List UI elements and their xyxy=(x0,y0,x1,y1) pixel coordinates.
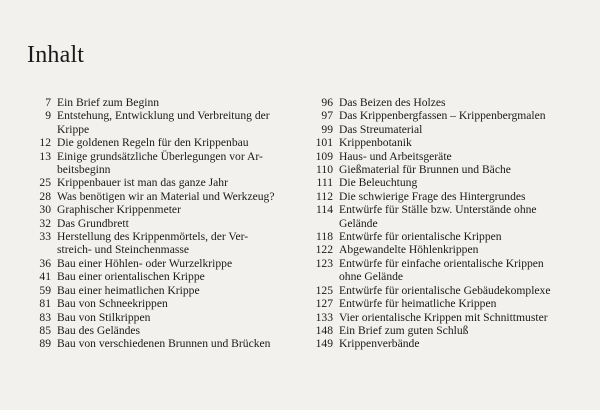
entry-title: Das Beizen des Holzes xyxy=(339,96,446,109)
entry-title: Krippenbauer ist man das ganze Jahr xyxy=(57,176,228,190)
page-number: 13 xyxy=(39,149,51,163)
page-number: 89 xyxy=(39,337,51,351)
page-number: 114 xyxy=(316,203,333,217)
page-number: 109 xyxy=(315,149,333,163)
toc-entry xyxy=(300,150,592,163)
toc-entry xyxy=(25,96,295,109)
page-number: 30 xyxy=(39,203,51,217)
toc-entry xyxy=(300,109,592,122)
entry-title: Bau einer heimatlichen Krippe xyxy=(57,283,200,297)
entry-title: Bau von verschiedenen Brunnen und Brücken xyxy=(57,337,271,351)
entry-title: Krippenverbände xyxy=(339,337,420,351)
toc-entry xyxy=(300,337,592,350)
page-number: 149 xyxy=(315,337,333,351)
entry-title: Die goldenen Regeln für den Krippenbau xyxy=(57,136,249,150)
page-number: 7 xyxy=(45,96,51,109)
entry-title: Die Beleuchtung xyxy=(339,176,418,190)
page-number: 12 xyxy=(39,136,51,150)
toc-entry xyxy=(25,150,295,177)
toc-entry xyxy=(300,230,592,243)
entry-title: Herstellung des Krippenmörtels, der Ver- streich- und Steinchenmasse xyxy=(57,230,249,257)
page-number: 110 xyxy=(316,163,333,177)
toc-entry xyxy=(300,324,592,337)
page-number: 133 xyxy=(315,310,333,324)
toc-entry xyxy=(300,96,592,109)
page-number: 83 xyxy=(39,310,51,324)
page-number: 127 xyxy=(315,297,333,311)
entry-title: Bau des Geländes xyxy=(57,323,141,337)
toc-entry xyxy=(25,311,295,324)
toc-entry xyxy=(25,217,295,230)
toc-entry xyxy=(25,136,295,149)
toc-left-column xyxy=(25,96,295,351)
entry-title: Haus- und Arbeitsgeräte xyxy=(339,149,452,163)
entry-title: Was benötigen wir an Material und Werkzeug? xyxy=(57,189,275,203)
page-number: 96 xyxy=(321,96,333,109)
toc-entry xyxy=(300,123,592,136)
toc-entry xyxy=(300,203,592,230)
page-number: 59 xyxy=(39,283,51,297)
page-number: 81 xyxy=(39,297,51,311)
entry-title: Ein Brief zum Beginn xyxy=(57,96,160,109)
toc-entry xyxy=(25,324,295,337)
page-number: 33 xyxy=(39,230,51,244)
page-title: Inhalt xyxy=(27,42,85,68)
toc-entry xyxy=(300,176,592,189)
toc-entry xyxy=(300,297,592,310)
page-number: 112 xyxy=(316,189,333,203)
toc-entry xyxy=(25,257,295,270)
entry-title: Bau einer orientalischen Krippe xyxy=(57,270,205,284)
toc-entry xyxy=(25,176,295,189)
toc-entry xyxy=(25,270,295,283)
page-number: 9 xyxy=(45,109,51,123)
toc-entry xyxy=(25,203,295,216)
entry-title: Einige grundsätzliche Überlegungen vor Ar- beitsbeginn xyxy=(57,149,263,177)
page-number: 123 xyxy=(315,256,333,270)
page-number: 41 xyxy=(39,270,51,284)
page-number: 85 xyxy=(39,323,51,337)
toc-entry xyxy=(25,109,295,136)
toc-entry xyxy=(25,297,295,310)
entry-title: Entwürfe für einfache orientalische Krippen ohne Gelände xyxy=(339,256,544,284)
entry-title: Das Streumaterial xyxy=(339,122,423,136)
entry-title: Entwürfe für orientalische Gebäudekomplexe xyxy=(339,283,551,297)
page-number: 125 xyxy=(315,283,333,297)
entry-title: Ein Brief zum guten Schluß xyxy=(339,323,469,337)
toc-entry xyxy=(25,230,295,257)
toc-right-column xyxy=(300,96,592,351)
toc-entry xyxy=(300,257,592,284)
toc-entry xyxy=(300,243,592,256)
page-number: 111 xyxy=(316,176,333,190)
entry-title: Das Krippenbergfassen – Krippenbergmalen xyxy=(339,109,546,123)
entry-title: Entwürfe für Ställe bzw. Unterstände ohne Gelände xyxy=(339,203,537,230)
page-number: 148 xyxy=(315,323,333,337)
toc-entry xyxy=(25,284,295,297)
entry-title: Entwürfe für orientalische Krippen xyxy=(339,230,502,244)
page-number: 28 xyxy=(39,189,51,203)
page-number: 36 xyxy=(39,256,51,270)
toc-entry xyxy=(300,284,592,297)
entry-title: Entwürfe für heimatliche Krippen xyxy=(339,297,497,311)
page-number: 32 xyxy=(39,216,51,230)
entry-title: Bau einer Höhlen- oder Wurzelkrippe xyxy=(57,256,233,270)
page-number: 99 xyxy=(321,122,333,136)
entry-title: Krippenbotanik xyxy=(339,136,412,150)
page-number: 118 xyxy=(316,230,333,244)
page-number: 122 xyxy=(315,243,333,257)
toc-entry xyxy=(300,311,592,324)
toc-entry xyxy=(300,136,592,149)
entry-title: Entstehung, Entwicklung und Verbreitung der Krippe xyxy=(57,109,270,136)
entry-title: Vier orientalische Krippen mit Schnittmuster xyxy=(339,310,548,324)
page-number: 25 xyxy=(39,176,51,190)
toc-entry xyxy=(300,163,592,176)
entry-title: Graphischer Krippenmeter xyxy=(57,203,181,217)
entry-title: Das Grundbrett xyxy=(57,216,129,230)
toc-entry xyxy=(25,190,295,203)
page-number: 97 xyxy=(321,109,333,123)
entry-title: Bau von Schneekrippen xyxy=(57,297,168,311)
entry-title: Abgewandelte Höhlenkrippen xyxy=(339,243,479,257)
entry-title: Gießmaterial für Brunnen und Bäche xyxy=(339,163,511,177)
toc-entry xyxy=(25,337,295,350)
page-number: 101 xyxy=(315,136,333,150)
entry-title: Bau von Stilkrippen xyxy=(57,310,151,324)
toc-entry xyxy=(300,190,592,203)
entry-title: Die schwierige Frage des Hintergrundes xyxy=(339,189,526,203)
